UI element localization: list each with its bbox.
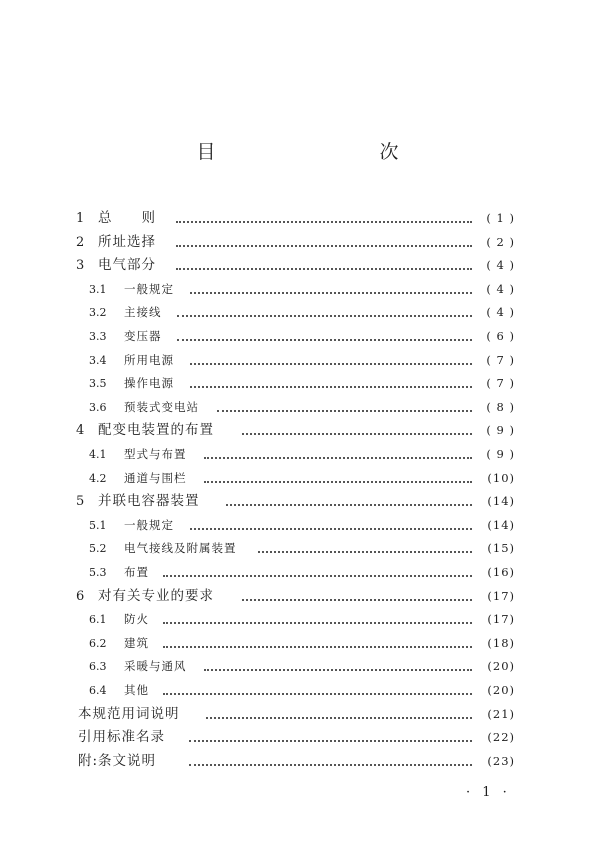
toc-entry-title: 预装式变电站	[124, 399, 199, 414]
toc-entry-page: ( 4 )	[486, 258, 515, 273]
dot-leader	[226, 503, 473, 506]
toc-entry-number: 4	[76, 423, 85, 439]
toc-entry-number: 3.6	[89, 400, 107, 414]
toc-entry[interactable]	[0, 254, 595, 278]
toc-entry[interactable]	[0, 750, 595, 774]
dot-leader	[204, 456, 473, 459]
dot-leader	[163, 692, 472, 695]
dot-leader	[176, 267, 472, 270]
page-title: 目 次	[196, 141, 441, 163]
toc-entry-page: (21)	[487, 706, 515, 721]
dot-leader	[190, 527, 472, 530]
toc-entry-page: (22)	[487, 730, 515, 745]
toc-entry[interactable]	[0, 726, 595, 750]
toc-entry-title: 通道与围栏	[124, 470, 187, 485]
toc-entry-number: 6	[76, 588, 85, 604]
toc-entry-page: ( 2 )	[486, 234, 515, 249]
toc-entry[interactable]	[0, 608, 595, 632]
toc-entry-number: 5.2	[89, 542, 107, 556]
toc-entry-title: 操作电源	[124, 376, 174, 391]
dot-leader	[163, 574, 472, 577]
toc-entry-title: 型式与布置	[124, 447, 187, 461]
toc-entry-page: (23)	[487, 753, 515, 768]
toc-entry[interactable]	[0, 514, 595, 538]
toc-entry-number: 2	[76, 234, 85, 250]
toc-entry-title: 防火	[124, 612, 149, 627]
toc-entry-page: (18)	[487, 635, 515, 650]
toc-entry[interactable]	[0, 396, 595, 420]
dot-leader	[177, 314, 473, 317]
toc-entry-title: 建筑	[124, 635, 149, 650]
dot-leader	[206, 716, 473, 719]
toc-entry-page: ( 1 )	[486, 211, 515, 225]
toc-entry-page: (15)	[487, 541, 515, 556]
toc-entry[interactable]	[0, 349, 595, 373]
toc-entry-title: 对有关专业的要求	[98, 587, 214, 604]
toc-entry-number: 6.2	[89, 636, 107, 650]
toc-entry-title: 电气部分	[98, 257, 156, 274]
toc-entry-page: ( 8 )	[486, 399, 515, 414]
dot-leader	[190, 362, 472, 365]
toc-entry[interactable]	[0, 419, 595, 443]
toc-entry-number: 4.2	[89, 471, 107, 485]
toc-entry-number: 3	[76, 258, 85, 274]
toc-entry[interactable]	[0, 490, 595, 514]
toc-entry-page: ( 7 )	[486, 352, 515, 367]
toc-entry-page: ( 4 )	[486, 281, 515, 296]
toc-entry-number: 3.2	[89, 306, 107, 320]
toc-entry-title: 配变电装置的布置	[98, 422, 214, 439]
toc-entry-page: ( 9 )	[486, 447, 515, 461]
toc-entry-title: 本规范用词说明	[78, 705, 180, 722]
toc-entry-number: 5	[76, 494, 85, 510]
toc-entry-page: (17)	[487, 612, 515, 627]
toc-entry[interactable]	[0, 679, 595, 703]
toc-entry-page: ( 4 )	[486, 305, 515, 320]
toc-entry[interactable]	[0, 537, 595, 561]
dot-leader	[163, 645, 472, 648]
dot-leader	[190, 385, 472, 388]
toc-entry-page: ( 6 )	[486, 329, 515, 343]
toc-entry-title: 变压器	[124, 329, 162, 343]
toc-entry-title: 所用电源	[124, 352, 174, 367]
toc-entry-title: 其他	[124, 683, 149, 697]
dot-leader	[176, 220, 472, 223]
toc-entry[interactable]	[0, 561, 595, 585]
dot-leader	[242, 432, 472, 435]
toc-entry-page: (17)	[487, 588, 515, 603]
toc-entry-page: ( 7 )	[486, 376, 515, 391]
dot-leader	[189, 739, 472, 742]
toc-entry-title: 采暖与通风	[124, 659, 187, 674]
toc-entry-number: 6.4	[89, 684, 107, 697]
toc-entry-number: 3.4	[89, 353, 107, 367]
toc-entry[interactable]	[0, 585, 595, 609]
toc-entry[interactable]	[0, 231, 595, 255]
toc-entry-title: 一般规定	[124, 281, 174, 296]
toc-entry[interactable]	[0, 655, 595, 679]
dot-leader	[204, 480, 473, 483]
toc-entry-number: 4.1	[89, 448, 107, 461]
toc-entry-page: (20)	[487, 659, 515, 674]
toc-entry[interactable]	[0, 703, 595, 727]
toc-entry-title: 一般规定	[124, 517, 174, 532]
toc-entry[interactable]	[0, 301, 595, 325]
toc-entry[interactable]	[0, 325, 595, 349]
dot-leader	[204, 668, 473, 671]
toc-entry-number: 5.3	[89, 566, 107, 579]
toc-entry-title: 电气接线及附属装置	[124, 541, 237, 556]
toc-entry[interactable]	[0, 278, 595, 302]
dot-leader	[163, 621, 472, 624]
toc-entry-title: 主接线	[124, 305, 162, 320]
dot-leader	[176, 244, 472, 247]
dot-leader	[217, 409, 472, 412]
toc-entry[interactable]	[0, 443, 595, 467]
toc-entry-number: 3.5	[89, 377, 107, 391]
toc-entry[interactable]	[0, 632, 595, 656]
dot-leader	[258, 550, 473, 553]
dot-leader	[242, 598, 472, 601]
dot-leader	[177, 338, 473, 341]
dot-leader	[190, 291, 472, 294]
toc-entry-page: (10)	[487, 470, 515, 485]
toc-entry-number: 3.3	[89, 330, 107, 343]
page-number: · 1 ·	[466, 785, 511, 800]
toc-entry-page: (20)	[487, 683, 515, 697]
toc-entry-page: ( 9 )	[486, 423, 515, 438]
toc-entry-number: 6.3	[89, 660, 107, 674]
toc-entry[interactable]	[0, 207, 595, 231]
toc-entry-page: (14)	[487, 517, 515, 532]
toc-entry-title: 所址选择	[98, 233, 156, 250]
toc-entry[interactable]	[0, 467, 595, 491]
toc-entry[interactable]	[0, 372, 595, 396]
toc-entry-number: 3.1	[89, 282, 107, 296]
toc-entry-title: 附:条文说明	[78, 752, 157, 769]
toc-entry-title: 引用标准名录	[78, 729, 165, 746]
toc-entry-number: 5.1	[89, 518, 107, 532]
toc-entry-number: 1	[76, 211, 85, 226]
toc-entry-number: 6.1	[89, 613, 107, 627]
toc-entry-page: (14)	[487, 494, 515, 509]
dot-leader	[189, 763, 472, 766]
toc-entry-title: 并联电容器装置	[98, 493, 200, 510]
toc-entry-title: 布置	[124, 565, 149, 579]
toc-entry-page: (16)	[487, 565, 515, 579]
toc-entry-title: 总 则	[98, 210, 156, 226]
